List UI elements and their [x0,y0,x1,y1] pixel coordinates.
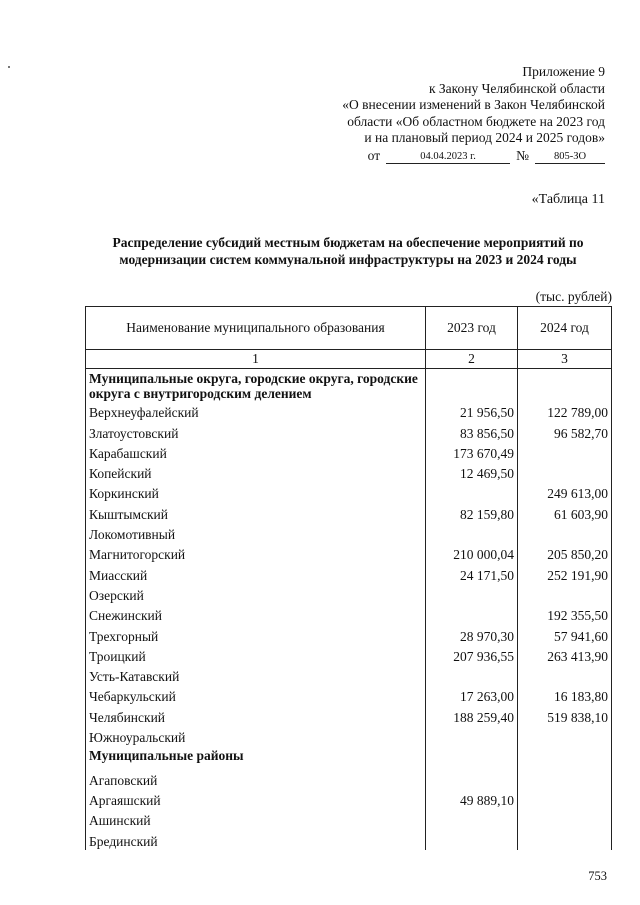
value-2023: 17 263,00 [426,685,518,705]
municipality-name: Карабашский [86,442,426,462]
municipality-name: Трехгорный [86,624,426,644]
value-2024 [518,726,612,746]
column-header-municipality: Наименование муниципального образования [86,307,426,350]
value-2023 [426,829,518,849]
value-2024: 122 789,00 [518,401,612,421]
value-2023 [426,523,518,543]
appendix-header [342,64,605,164]
value-2023 [426,665,518,685]
table-row [86,523,612,543]
value-2024 [518,462,612,482]
column-header-2023: 2023 год [426,307,518,350]
municipality-name: Кыштымский [86,502,426,522]
value-2024: 519 838,10 [518,705,612,725]
municipality-name: Брединский [86,829,426,849]
value-2024: 192 355,50 [518,604,612,624]
value-2024 [518,768,612,788]
table-row [86,809,612,829]
value-2024: 61 603,90 [518,502,612,522]
value-2023: 210 000,04 [426,543,518,563]
value-cell [426,746,518,768]
section-heading: Муниципальные округа, городские округа, городские округа с внутригородским делением [86,369,426,402]
value-2024: 205 850,20 [518,543,612,563]
appendix-law-line: области «Об областном бюджете на 2023 год [347,113,605,129]
value-cell [518,369,612,402]
table-row [86,665,612,685]
value-2023 [426,584,518,604]
table-row [86,829,612,849]
value-cell [518,746,612,768]
subsidy-table [85,306,612,850]
section-heading: Муниципальные районы [86,746,426,768]
value-2023: 24 171,50 [426,563,518,583]
value-2023 [426,482,518,502]
value-2024 [518,665,612,685]
table-row [86,768,612,788]
value-2024: 249 613,00 [518,482,612,502]
value-2023 [426,726,518,746]
table-row [86,543,612,563]
document-title: Распределение субсидий местным бюджетам на обеспечение мероприятий по модернизации систем коммунальной инфраструктуры на 2023 и 2024 годы [112,235,584,267]
law-number: 805-ЗО [535,150,605,164]
value-2024 [518,584,612,604]
value-2023 [426,809,518,829]
table-header-row [86,307,612,350]
table-row [86,705,612,725]
value-2023 [426,604,518,624]
table-row [86,563,612,583]
municipality-name: Коркинский [86,482,426,502]
table-label: «Таблица 11 [531,192,605,207]
value-2024: 263 413,90 [518,645,612,665]
value-2023: 21 956,50 [426,401,518,421]
municipality-name: Троицкий [86,645,426,665]
page-number: 753 [588,869,607,883]
table-row [86,442,612,462]
municipality-name: Миасский [86,563,426,583]
municipality-name: Южноуральский [86,726,426,746]
value-2023: 207 936,55 [426,645,518,665]
municipality-name: Усть-Катавский [86,665,426,685]
column-number-row [86,350,612,369]
value-2023: 12 469,50 [426,462,518,482]
table-row [86,584,612,604]
table-row [86,421,612,441]
value-2024 [518,523,612,543]
appendix-law-line: к Закону Челябинской области [428,80,605,96]
value-2024 [518,789,612,809]
municipality-name: Озерский [86,584,426,604]
value-2024: 57 941,60 [518,624,612,644]
appendix-title: Приложение 9 [522,64,605,79]
table-row [86,604,612,624]
table-row [86,462,612,482]
value-2024 [518,809,612,829]
law-date-number-line [342,148,605,165]
appendix-law-line: и на плановый период 2024 и 2025 годов» [364,130,605,145]
law-date: 04.04.2023 г. [386,150,510,164]
value-2023: 82 159,80 [426,502,518,522]
appendix-law-line: «О внесении изменений в Закон Челябинской [342,97,605,112]
municipality-name: Локомотивный [86,523,426,543]
municipality-name: Снежинский [86,604,426,624]
municipality-name: Ашинский [86,809,426,829]
municipality-name: Копейский [86,462,426,482]
value-cell [426,369,518,402]
municipality-name: Аргаяшский [86,789,426,809]
value-2024: 252 191,90 [518,563,612,583]
municipality-name: Верхнеуфалейский [86,401,426,421]
column-number: 3 [518,350,612,369]
value-2024 [518,829,612,849]
municipality-name: Агаповский [86,768,426,788]
scan-speck [8,66,10,68]
municipality-name: Магнитогорский [86,543,426,563]
value-2023: 28 970,30 [426,624,518,644]
value-2023: 49 889,10 [426,789,518,809]
column-number: 1 [86,350,426,369]
units-label: (тыс. рублей) [535,289,612,304]
table-row [86,401,612,421]
column-header-2024: 2024 год [518,307,612,350]
municipality-name: Чебаркульский [86,685,426,705]
municipality-name: Златоустовский [86,421,426,441]
value-2024: 96 582,70 [518,421,612,441]
value-2023: 83 856,50 [426,421,518,441]
table-row [86,624,612,644]
table-row [86,482,612,502]
section-row-districts [86,746,612,768]
value-2023 [426,768,518,788]
number-label: № [516,147,529,163]
column-number: 2 [426,350,518,369]
table-row [86,502,612,522]
value-2024 [518,442,612,462]
table-row [86,685,612,705]
section-row-okrugs [86,369,612,402]
value-2024: 16 183,80 [518,685,612,705]
table-row [86,645,612,665]
value-2023: 173 670,49 [426,442,518,462]
value-2023: 188 259,40 [426,705,518,725]
from-label: от [367,147,381,163]
municipality-name: Челябинский [86,705,426,725]
table-row [86,726,612,746]
table-row [86,789,612,809]
